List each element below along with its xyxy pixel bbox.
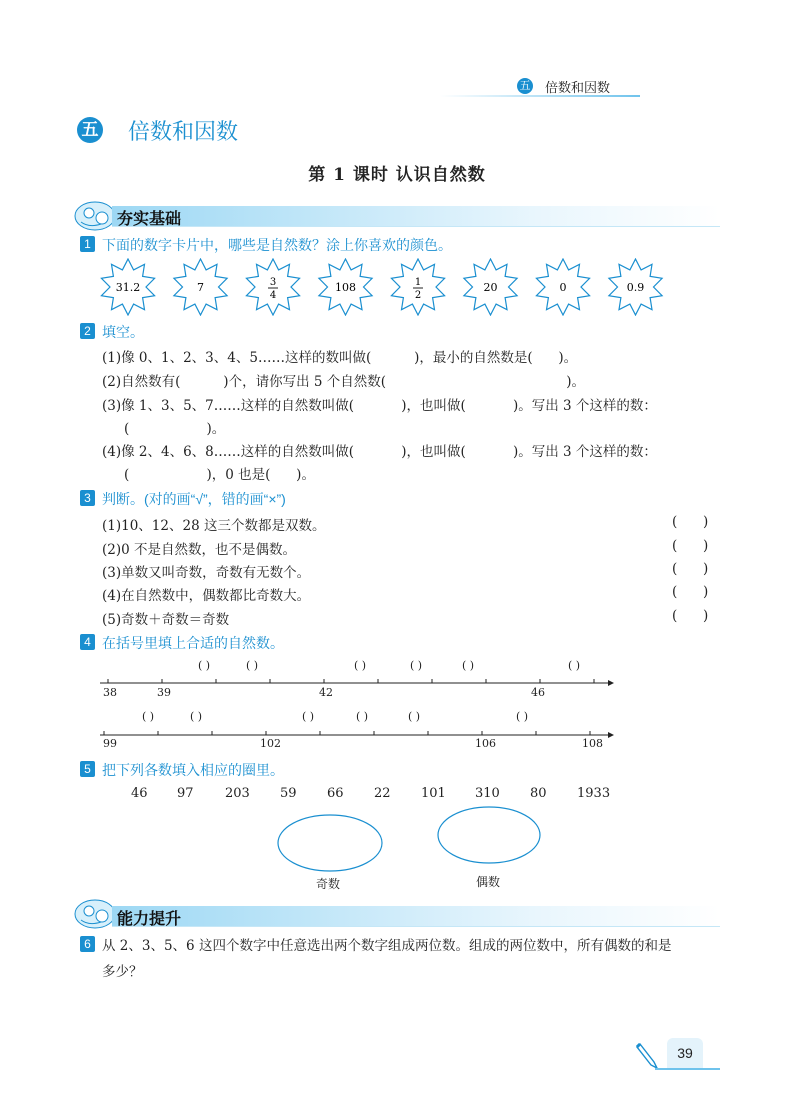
card-label: 108: [335, 281, 356, 294]
number-line-2: [98, 728, 618, 742]
header-badge: 五: [517, 78, 533, 94]
q5-number-310: 310: [475, 786, 500, 801]
section-bar-basic: [112, 206, 720, 227]
q5-number-97: 97: [177, 786, 194, 801]
card-label: 0: [559, 281, 567, 294]
q3-item-2: (2)0 不是自然数，也不是偶数。: [102, 542, 297, 558]
q1-prompt: 下面的数字卡片中，哪些是自然数？涂上你喜欢的颜色。: [102, 237, 452, 253]
section-title-advanced: 能力提升: [117, 911, 182, 928]
card-numerator: 3: [269, 277, 277, 288]
line2-tick-108: 108: [582, 737, 603, 750]
q3-item-3: (3)单数又叫奇数，奇数有无数个。: [102, 565, 311, 581]
number-card[interactable]: [101, 259, 154, 315]
chapter-badge: 五: [77, 117, 103, 143]
q2-line-3b: ( )。: [124, 421, 226, 437]
q2-prompt: 填空。: [102, 324, 144, 340]
card-label: 7: [197, 281, 204, 294]
page-number: 39: [667, 1038, 703, 1068]
q3-answer-2[interactable]: ( ): [672, 538, 709, 554]
even-label: 偶数: [476, 875, 501, 889]
q5-number: 5: [80, 761, 95, 777]
q6-line-1: 从 2、3、5、6 这四个数字中任意选出两个数字组成两位数。组成的两位数中，所有偶数的和是: [102, 938, 672, 954]
number-card[interactable]: [319, 259, 372, 315]
even-oval[interactable]: [435, 804, 543, 866]
q5-number-80: 80: [530, 786, 547, 801]
section-title-basic: 夯实基础: [117, 211, 182, 228]
q3-answer-5[interactable]: ( ): [672, 608, 709, 624]
q2-line-1: (1)像 0、1、2、3、4、5……这样的数叫做( )，最小的自然数是( )。: [102, 350, 578, 366]
line2-blank-3[interactable]: ( ): [302, 710, 315, 723]
q5-number-22: 22: [374, 786, 391, 801]
q5-number-101: 101: [421, 786, 446, 801]
line1-blank-2[interactable]: ( ): [246, 659, 259, 672]
odd-label: 奇数: [316, 877, 341, 891]
q1-cards: [95, 258, 665, 316]
number-card[interactable]: [174, 259, 227, 315]
line1-blank-1[interactable]: ( ): [198, 659, 211, 672]
footer-rule: [655, 1068, 720, 1070]
q3-answer-4[interactable]: ( ): [672, 584, 709, 600]
number-card[interactable]: [464, 259, 517, 315]
number-card[interactable]: [246, 259, 299, 315]
card-label: 20: [483, 281, 498, 294]
q2-line-4b: ( )，0 也是( )。: [124, 467, 315, 483]
number-card[interactable]: [536, 259, 589, 315]
line1-blank-6[interactable]: ( ): [568, 659, 581, 672]
card-label: 31.2: [115, 281, 141, 294]
line2-tick-99: 99: [103, 737, 117, 750]
card-denominator: 2: [414, 290, 422, 301]
q5-prompt: 把下列各数填入相应的圈里。: [102, 762, 284, 778]
q3-answer-1[interactable]: ( ): [672, 514, 709, 530]
q6-number: 6: [80, 936, 95, 952]
q5-number-1933: 1933: [577, 786, 611, 801]
line2-tick-102: 102: [260, 737, 281, 750]
lesson-title: 第 1 课时 认识自然数: [308, 165, 486, 185]
q5-number-203: 203: [225, 786, 250, 801]
line2-tick-106: 106: [475, 737, 496, 750]
q6-line-2: 多少？: [102, 964, 143, 980]
number-card[interactable]: [609, 259, 662, 315]
line2-blank-4[interactable]: ( ): [356, 710, 369, 723]
q2-number: 2: [80, 323, 95, 339]
line1-tick-39: 39: [157, 686, 171, 699]
chapter-title: 倍数和因数: [128, 119, 239, 144]
q5-number-46: 46: [131, 786, 148, 801]
number-card[interactable]: [391, 259, 444, 315]
line2-blank-5[interactable]: ( ): [408, 710, 421, 723]
line1-tick-38: 38: [103, 686, 117, 699]
odd-oval[interactable]: [275, 812, 385, 874]
line1-tick-42: 42: [319, 686, 333, 699]
line1-blank-5[interactable]: ( ): [462, 659, 475, 672]
line1-blank-4[interactable]: ( ): [410, 659, 423, 672]
q2-line-3: (3)像 1、3、5、7……这样的自然数叫做( )，也叫做( )。写出 3 个这样的数：: [102, 398, 657, 414]
q5-number-59: 59: [280, 786, 297, 801]
section-bar-advanced: [112, 906, 720, 927]
header-title: 倍数和因数: [545, 80, 611, 95]
q3-number: 3: [80, 490, 95, 506]
q3-prompt: 判断。(对的画“√”，错的画“×”): [102, 491, 286, 507]
q2-line-4: (4)像 2、4、6、8……这样的自然数叫做( )，也叫做( )。写出 3 个这样的数：: [102, 444, 657, 460]
line2-blank-2[interactable]: ( ): [190, 710, 203, 723]
card-numerator: 1: [414, 277, 422, 288]
q3-item-1: (1)10、12、28 这三个数都是双数。: [102, 518, 326, 534]
q2-line-2: (2)自然数有( )个，请你写出 5 个自然数( )。: [102, 374, 586, 390]
line1-blank-3[interactable]: ( ): [354, 659, 367, 672]
card-label: 0.9: [626, 281, 645, 294]
q5-number-66: 66: [327, 786, 344, 801]
q4-prompt: 在括号里填上合适的自然数。: [102, 635, 284, 651]
line2-blank-1[interactable]: ( ): [142, 710, 155, 723]
q3-item-5: (5)奇数＋奇数＝奇数: [102, 612, 230, 628]
line2-blank-6[interactable]: ( ): [516, 710, 529, 723]
line1-tick-46: 46: [531, 686, 545, 699]
card-denominator: 4: [269, 290, 277, 301]
q1-number: 1: [80, 236, 95, 252]
q3-item-4: (4)在自然数中，偶数都比奇数大。: [102, 588, 311, 604]
q3-answer-3[interactable]: ( ): [672, 561, 709, 577]
q4-number: 4: [80, 634, 95, 650]
